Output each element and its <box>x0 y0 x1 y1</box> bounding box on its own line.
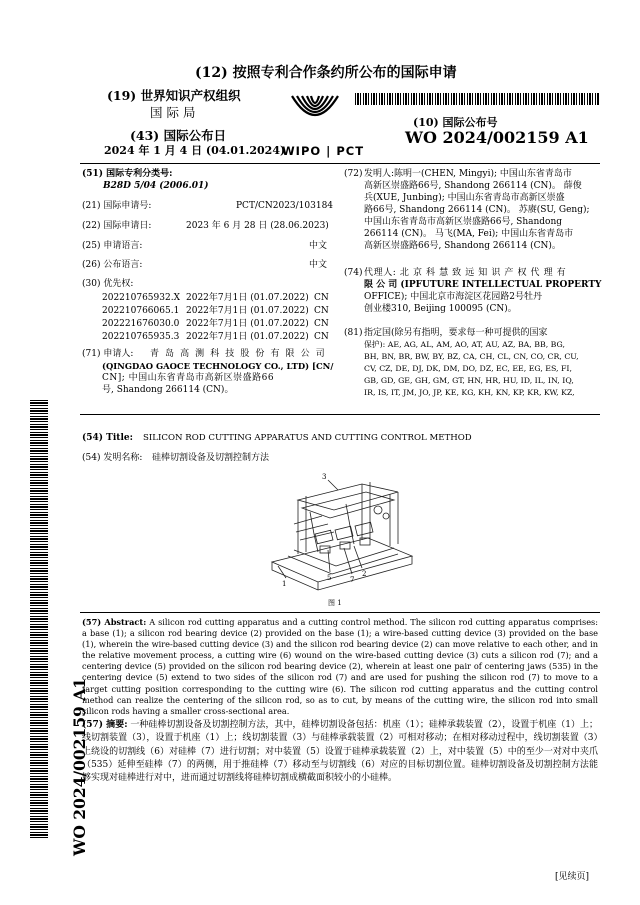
priority-cc: CN <box>314 319 329 329</box>
org-label: (19) 世界知识产权组织 <box>107 88 241 103</box>
priority-cc: CN <box>314 332 329 342</box>
priority-no: 202210765932.X <box>102 293 180 303</box>
title-en-label: (54) Title: <box>82 433 133 443</box>
f74-label: (74) <box>344 268 363 278</box>
abstract-zh-label: (57) 摘要: <box>82 720 128 730</box>
priority-cc: CN <box>314 306 329 316</box>
f74-line: 限 公 司 (IPFUTURE INTELLECTUAL PROPERTY <box>364 280 602 290</box>
f72-line: 发明人:陈明一(CHEN, Mingyi); 中国山东省青岛市 <box>364 169 572 179</box>
f72-label: (72) <box>344 169 363 179</box>
f81-line: GB, GD, GE, GH, GM, GT, HN, HR, HU, ID, IL, IN, IQ, <box>364 376 574 385</box>
abstract-en-text: A silicon rod cutting apparatus and a cutting control method. The silicon rod cutting apparatus comprises: a base (1); a silicon rod bearing device (2) provided on the base (1); a wire-based cutting device (3) provided on the base (1), wherein the wire-based cutting device (3) and the silicon rod bearing device (2) can move relative to each other, and in the relative movement process, a cutting wire (6) wound on the wire-based cutting device (3) cuts a silicon rod (7); and a centering device (5) provided on the silicon rod bearing device (2), wherein at least one pair of centering jaws (535) in the centering device (5) extend to two sides of the silicon rod (7) and are used for pushing the silicon rod (7) to move to a target cutting position corresponding to the cutting wire (6). The silicon rod cutting apparatus and the cutting control method can realize the centering of the silicon rod, so as to cut, by means of the cutting wire, the silicon rod into small silicon rods having a smaller cross-sectional area. <box>82 617 599 716</box>
f22-value: 2023 年 6 月 28 日 (28.06.2023) <box>186 221 329 231</box>
f81-label: (81) <box>344 328 363 338</box>
apparatus-drawing <box>258 470 418 592</box>
figure-label: 3 <box>322 473 327 481</box>
wipo-wordmark: WIPO | PCT <box>282 144 365 158</box>
header-barcode <box>355 93 600 105</box>
priority-date: 2022年7月1日 (01.07.2022) <box>186 293 309 303</box>
f72-line: 路66号, Shandong 266114 (CN)。 苏赓(SU, Geng); <box>364 205 590 215</box>
f25-value: 中文 <box>309 241 328 251</box>
priority-no: 202210765935.3 <box>102 332 180 342</box>
title-en: SILICON ROD CUTTING APPARATUS AND CUTTING CONTROL METHOD <box>143 433 472 443</box>
f74-line: 创业楼310, Beijing 100095 (CN)。 <box>364 304 517 314</box>
continued-note: [见续页] <box>555 872 590 882</box>
f81-line: 保护): AE, AG, AL, AM, AO, AT, AU, AZ, BA, BB, BG, <box>364 340 565 349</box>
priority-no: 202221676030.0 <box>102 319 180 329</box>
f72-line: 兵(XUE, Junbing); 中国山东省青岛市高新区崇盛 <box>364 193 565 203</box>
priority-date: 2022年7月1日 (01.07.2022) <box>186 319 309 329</box>
f72-line: 高新区崇盛路66号, Shandong 266114 (CN)。 薛俊 <box>364 181 582 191</box>
figure-label: 2 <box>362 570 367 578</box>
f51-label: (51) 国际专利分类号: <box>82 169 173 179</box>
title-zh: 硅棒切割设备及切割控制方法 <box>152 453 270 463</box>
patent-figure <box>258 470 418 610</box>
abstract-zh-text: 一种硅棒切割设备及切割控制方法，其中，硅棒切割设备包括：机座（1）；硅棒承载装置（2），设置于机座（1）上；线切割装置（3），设置于机座（1）上；线切割装置（3）与硅棒承载装置（2）可相对移动；在相对移动过程中，线切割装置（3）上绕设的切割线（6）对硅棒（7）进行切割；对中装置（5）设置于硅棒承载装置（2）上，对中装置（5）中的至少一对对中夹爪（535）延伸至硅棒（7）的两侧，用于推硅棒（7）移动至与切割线（6）对应的目标切割位置。硅棒切割设备及切割控制方法能够实现对硅棒进行对中，进而通过切割线将硅棒切割成横截面积较小的小硅棒。 <box>82 720 598 784</box>
f51-value: B28D 5/04 (2006.01) <box>103 181 209 191</box>
f71-line: (QINGDAO GAOCE TECHNOLOGY CO., LTD) [CN/ <box>102 361 334 371</box>
side-barcode <box>30 400 48 840</box>
priority-date: 2022年7月1日 (01.07.2022) <box>186 306 309 316</box>
org-sub: 国 际 局 <box>150 105 196 120</box>
document-title: (12) 按照专利合作条约所公布的国际申请 <box>195 65 457 81</box>
pub-date-label: (43) 国际公布日 <box>130 128 227 143</box>
abstract-en-label: (57) Abstract: <box>82 617 147 627</box>
figure-label: 7 <box>350 576 355 584</box>
figure-label: 1 <box>282 580 287 588</box>
figure-caption: 图 1 <box>328 599 342 607</box>
f21-value: PCT/CN2023/103184 <box>236 201 334 211</box>
f30-label: (30) 优先权: <box>82 279 134 289</box>
header-rule <box>80 163 600 164</box>
f26-label: (26) 公布语言: <box>82 260 143 270</box>
wipo-emblem-icon <box>282 88 348 138</box>
f81-line: IR, IS, IT, JM, JO, JP, KE, KG, KH, KN, KP, KR, KW, KZ, <box>364 388 575 397</box>
f71-line: 青 岛 高 测 科 技 股 份 有 限 公 司 <box>150 349 327 359</box>
abstract-zh <box>82 719 598 785</box>
figure-label: 5 <box>327 574 332 582</box>
pub-date: 2024 年 1 月 4 日 (04.01.2024) <box>104 144 286 157</box>
priority-cc: CN <box>314 293 329 303</box>
f72-line: 高新区崇盛路66号, Shandong 266114 (CN)。 <box>364 241 561 251</box>
f74-line: 代理人: 北 京 科 慧 致 远 知 识 产 权 代 理 有 <box>364 268 567 278</box>
f71-line: 号, Shandong 266114 (CN)。 <box>102 385 234 395</box>
side-publication-number: WO 2024/002159 A1 <box>70 677 89 856</box>
f22-label: (22) 国际申请日: <box>82 221 152 231</box>
figure-rule <box>80 612 600 613</box>
biblio-rule <box>80 414 600 415</box>
priority-no: 202210766065.1 <box>102 306 180 316</box>
f81-line: CV, CZ, DE, DJ, DK, DM, DO, DZ, EC, EE, EG, ES, FI, <box>364 364 572 373</box>
title-zh-label: (54) 发明名称: <box>82 453 143 463</box>
f21-label: (21) 国际申请号: <box>82 201 152 211</box>
priority-date: 2022年7月1日 (01.07.2022) <box>186 332 309 342</box>
f71-line: CN]; 中国山东省青岛市高新区崇盛路66 <box>102 373 275 383</box>
f81-line: BH, BN, BR, BW, BY, BZ, CA, CH, CL, CN, CO, CR, CU, <box>364 352 579 361</box>
abstract-en <box>82 617 598 717</box>
f74-line: OFFICE); 中国北京市海淀区花园路2号牡丹 <box>364 292 543 302</box>
wipo-logo <box>282 88 365 158</box>
f81-line: 指定国(除另有指明，要求每一种可提供的国家 <box>364 328 548 338</box>
f72-line: 266114 (CN)。 马飞(MA, Fei); 中国山东省青岛市 <box>364 229 574 239</box>
f25-label: (25) 申请语言: <box>82 241 143 251</box>
f71-label: (71) 申请人: <box>82 349 134 359</box>
f26-value: 中文 <box>309 260 328 270</box>
pub-no-label: (10) 国际公布号 <box>413 116 498 129</box>
f72-line: 中国山东省青岛市高新区崇盛路66号, Shandong <box>364 217 563 227</box>
pub-no: WO 2024/002159 A1 <box>405 128 589 147</box>
